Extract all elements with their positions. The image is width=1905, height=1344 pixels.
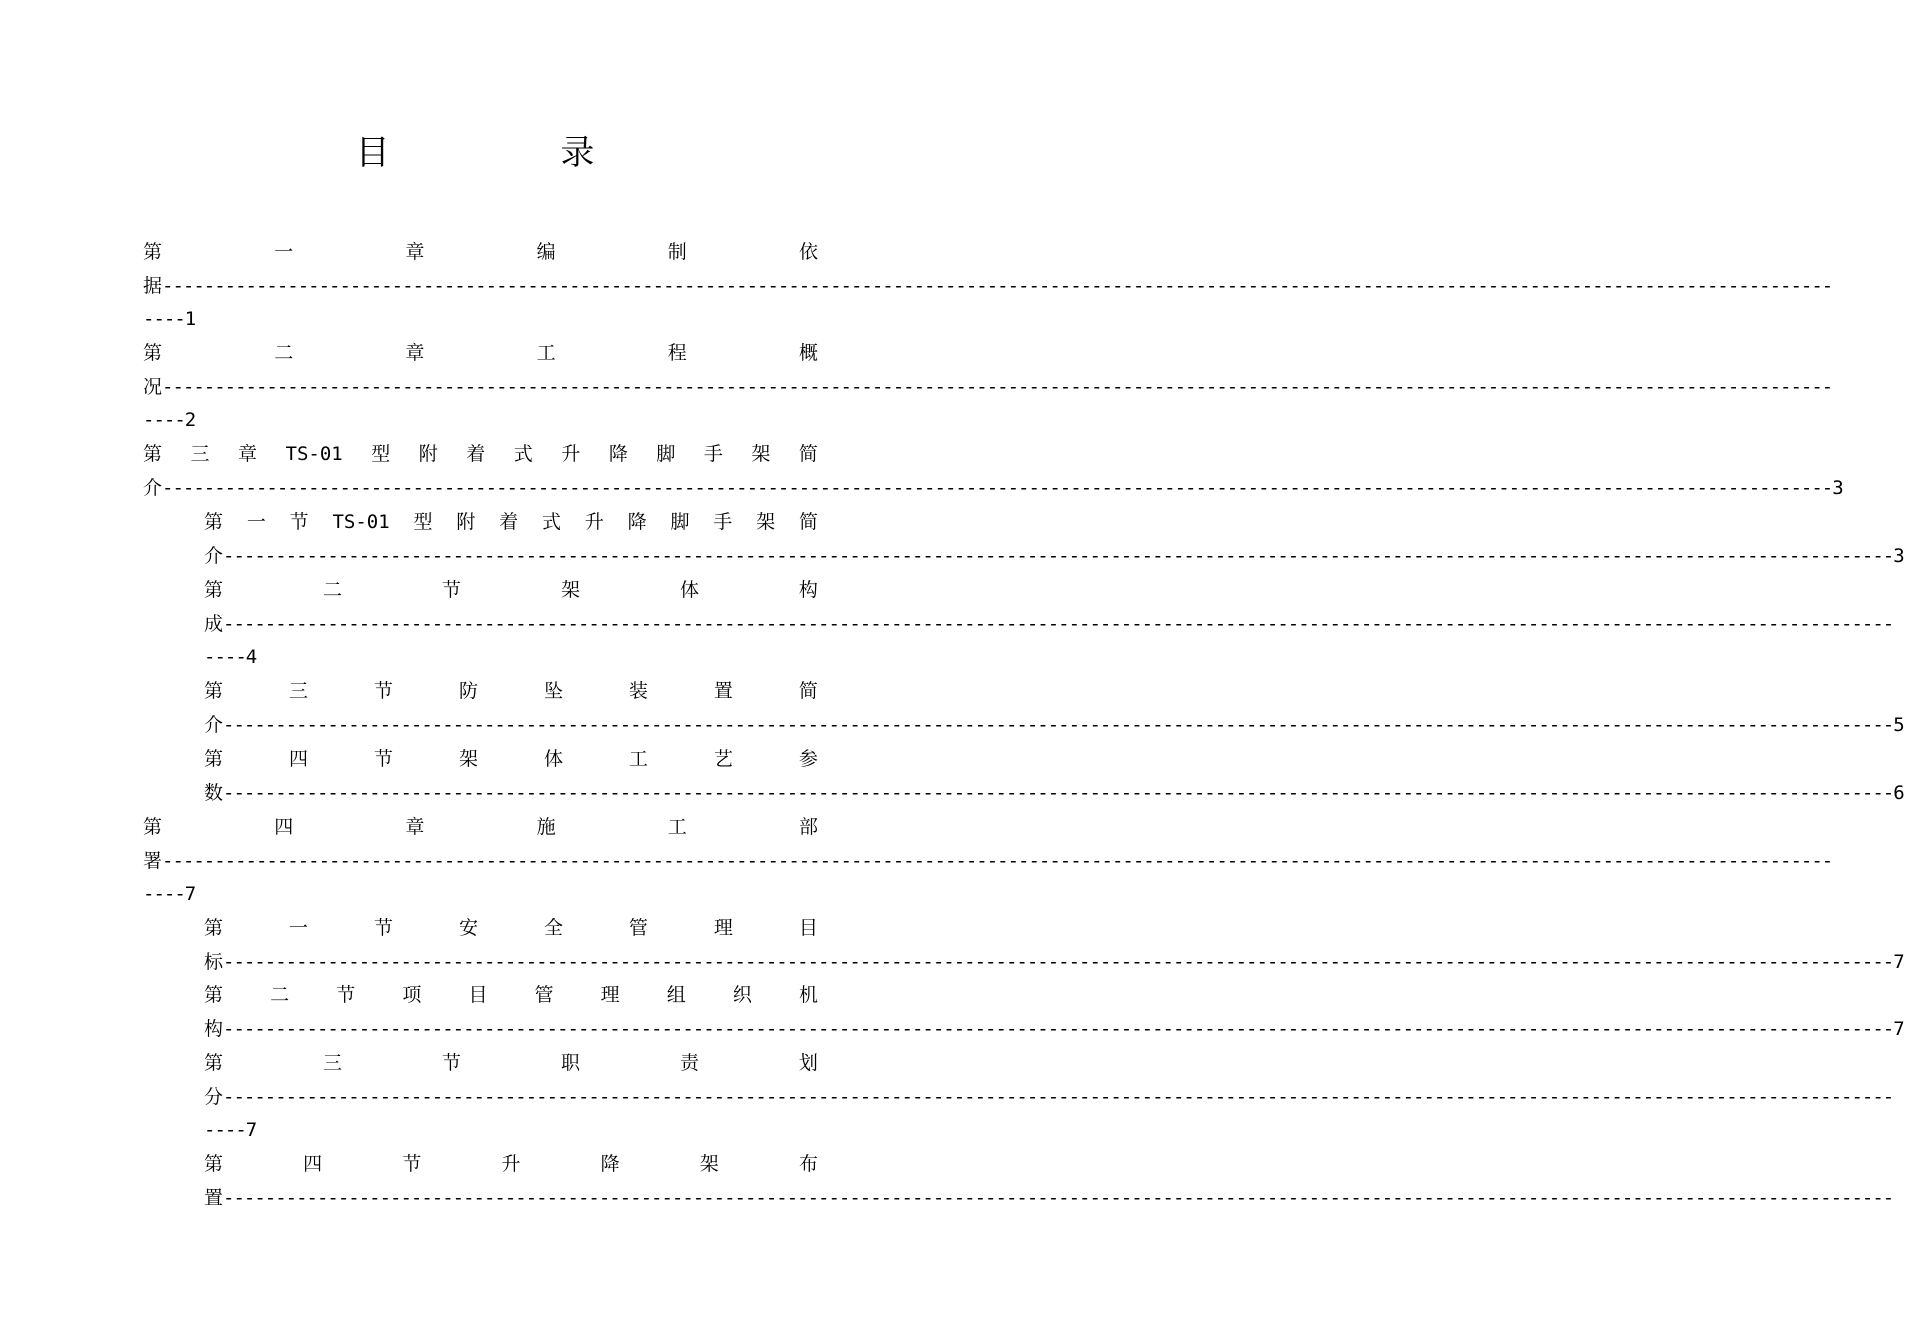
toc-entry-heading[interactable] [204,1046,818,1080]
toc-heading-token: 管 [534,984,554,1006]
dot-leader: ---------------------------------------------------------------------------------------------------------------------------------------------------------------- [223,714,1894,736]
toc-heading-last-char: 标 [204,951,224,973]
toc-heading-token: 章 [405,342,425,364]
page-title: 目 录 [355,133,675,173]
page-number-tail: ----7 [204,1119,257,1141]
toc-heading-last-char: 据 [143,275,163,297]
toc-heading-token: 目 [468,984,488,1006]
toc-heading-token: 脚 [656,443,676,465]
toc-heading-token: TS-01 [285,443,343,465]
toc-heading-token: 第 [204,1153,224,1175]
dot-leader: ---------------------------------------------------------------------------------------------------------------------------------------------------------------- [223,1086,1894,1108]
toc-entry-heading[interactable] [143,810,818,844]
toc-heading-token: 一 [274,241,294,263]
toc-heading-token: 依 [798,241,818,263]
page-number: 5 [1893,714,1905,736]
toc-heading-token: 全 [543,917,563,939]
toc-entry-leader [204,776,1905,810]
toc-heading-token: 理 [600,984,620,1006]
toc-heading-token: 三 [190,443,210,465]
dot-leader: ---------------------------------------------------------------------------------------------------------------------------------------------------------------- [223,1187,1894,1209]
toc-entry-leader [204,1012,1905,1046]
toc-heading-token: 降 [608,443,628,465]
toc-heading-token: 四 [303,1153,323,1175]
page-number-tail: ----1 [143,308,196,330]
toc-heading-token: 制 [667,241,687,263]
toc-heading-token: 概 [798,342,818,364]
toc-entry-heading[interactable] [204,978,818,1012]
toc-heading-token: 升 [584,511,604,533]
toc-heading-token: 架 [560,579,580,601]
page-number-tail: ----2 [143,409,196,431]
toc-entry-leader [143,844,1833,878]
toc-heading-token: 责 [679,1052,699,1074]
toc-heading-token: 第 [204,511,224,533]
dot-leader: ---------------------------------------------------------------------------------------------------------------------------------------------------------------- [223,1018,1894,1040]
toc-heading-token: 节 [289,511,309,533]
toc-entry-heading[interactable] [143,336,818,370]
page-number: 3 [1893,545,1905,567]
toc-heading-token: 节 [373,680,393,702]
toc-heading-token: 程 [667,342,687,364]
toc-heading-token: 附 [456,511,476,533]
toc-heading-token: 式 [513,443,533,465]
toc-heading-token: 艺 [713,748,733,770]
toc-heading-token: 二 [274,342,294,364]
toc-heading-token: 节 [441,1052,461,1074]
toc-heading-token: 节 [336,984,356,1006]
toc-heading-token: 简 [798,443,818,465]
toc-heading-token: 施 [536,816,556,838]
toc-heading-token: 项 [402,984,422,1006]
toc-heading-token: 置 [713,680,733,702]
page-number: 6 [1893,782,1905,804]
toc-heading-token: 四 [288,748,308,770]
toc-heading-token: 一 [288,917,308,939]
toc-heading-token: 编 [536,241,556,263]
toc-entry-heading[interactable] [204,911,818,945]
page-number: 7 [1893,951,1905,973]
toc-heading-token: 架 [699,1153,719,1175]
toc-heading-token: 工 [628,748,648,770]
toc-entry-leader [143,370,1833,404]
dot-leader: ---------------------------------------------------------------------------------------------------------------------------------------------------------------- [162,850,1833,872]
toc-heading-token: TS-01 [332,511,390,533]
toc-heading-token: 第 [143,816,163,838]
toc-heading-token: 安 [458,917,478,939]
page-number: 7 [1893,1018,1905,1040]
toc-entry-leader [143,269,1833,303]
toc-heading-token: 手 [703,443,723,465]
toc-heading-token: 降 [600,1153,620,1175]
dot-leader: ---------------------------------------------------------------------------------------------------------------------------------------------------------------- [162,376,1833,398]
toc-heading-last-char: 署 [143,850,163,872]
toc-heading-token: 职 [560,1052,580,1074]
toc-heading-token: 第 [204,579,224,601]
toc-entry-heading[interactable] [204,1147,818,1181]
toc-heading-last-char: 介 [204,714,224,736]
toc-heading-token: 着 [466,443,486,465]
toc-entry-heading[interactable] [204,573,818,607]
dot-leader: ---------------------------------------------------------------------------------------------------------------------------------------------------------------- [223,545,1894,567]
dot-leader: ---------------------------------------------------------------------------------------------------------------------------------------------------------------- [223,782,1894,804]
toc-heading-token: 体 [679,579,699,601]
toc-heading-token: 二 [270,984,290,1006]
toc-entry-leader [204,708,1905,742]
toc-heading-last-char: 置 [204,1187,224,1209]
toc-heading-token: 理 [713,917,733,939]
toc-heading-token: 三 [288,680,308,702]
toc-heading-token: 升 [501,1153,521,1175]
toc-heading-token: 构 [798,579,818,601]
page-number-tail: ----4 [204,646,257,668]
toc-heading-token: 手 [713,511,733,533]
toc-heading-token: 架 [756,511,776,533]
toc-heading-token: 体 [543,748,563,770]
toc-heading-token: 第 [204,984,224,1006]
toc-heading-token: 部 [798,816,818,838]
toc-heading-token: 一 [246,511,266,533]
toc-entry-leader [204,607,1894,641]
toc-heading-token: 章 [405,241,425,263]
toc-heading-token: 目 [798,917,818,939]
toc-heading-token: 第 [143,241,163,263]
toc-heading-token: 第 [204,680,224,702]
toc-heading-last-char: 介 [204,545,224,567]
dot-leader: ---------------------------------------------------------------------------------------------------------------------------------------------------------------- [223,613,1894,635]
toc-heading-token: 机 [798,984,818,1006]
toc-heading-token: 四 [274,816,294,838]
toc-entry-leader [204,945,1905,979]
toc-heading-token: 降 [627,511,647,533]
toc-heading-token: 节 [402,1153,422,1175]
toc-entry-leader [204,1080,1894,1114]
toc-heading-token: 着 [499,511,519,533]
toc-heading-token: 坠 [543,680,563,702]
dot-leader: ---------------------------------------------------------------------------------------------------------------------------------------------------------------- [162,275,1833,297]
toc-heading-token: 简 [798,511,818,533]
toc-heading-token: 第 [143,342,163,364]
toc-entry-heading[interactable] [204,742,818,776]
toc-heading-token: 防 [458,680,478,702]
toc-heading-token: 型 [371,443,391,465]
toc-heading-last-char: 构 [204,1018,224,1040]
toc-heading-token: 升 [561,443,581,465]
toc-heading-token: 工 [667,816,687,838]
toc-entry-heading[interactable] [143,437,818,471]
toc-heading-token: 装 [628,680,648,702]
toc-entry-heading[interactable] [204,505,818,539]
toc-heading-token: 工 [536,342,556,364]
dot-leader: ---------------------------------------------------------------------------------------------------------------------------------------------------------------- [223,951,1894,973]
page-number: 3 [1832,477,1844,499]
page-number-tail: ----7 [143,883,196,905]
toc-heading-last-char: 成 [204,613,224,635]
toc-heading-token: 脚 [670,511,690,533]
toc-heading-token: 第 [204,917,224,939]
dot-leader: ---------------------------------------------------------------------------------------------------------------------------------------------------------------- [162,477,1833,499]
toc-entry-heading[interactable] [143,235,818,269]
toc-heading-token: 二 [322,579,342,601]
toc-heading-token: 划 [798,1052,818,1074]
toc-heading-token: 架 [751,443,771,465]
toc-heading-token: 章 [405,816,425,838]
toc-heading-last-char: 况 [143,376,163,398]
toc-heading-token: 型 [413,511,433,533]
toc-heading-token: 附 [418,443,438,465]
toc-heading-token: 架 [458,748,478,770]
toc-heading-token: 织 [732,984,752,1006]
toc-heading-last-char: 数 [204,782,224,804]
toc-heading-token: 节 [441,579,461,601]
toc-heading-token: 参 [798,748,818,770]
toc-heading-token: 第 [204,1052,224,1074]
toc-entry-leader [204,1181,1894,1215]
toc-heading-token: 第 [204,748,224,770]
toc-heading-token: 布 [798,1153,818,1175]
toc-entry-leader [204,539,1905,573]
toc-heading-token: 组 [666,984,686,1006]
toc-entry-heading[interactable] [204,674,818,708]
toc-entry-leader [143,471,1844,505]
toc-heading-last-char: 分 [204,1086,224,1108]
toc-heading-token: 管 [628,917,648,939]
toc-heading-token: 式 [541,511,561,533]
toc-heading-token: 简 [798,680,818,702]
toc-heading-token: 节 [373,917,393,939]
toc-heading-token: 三 [322,1052,342,1074]
toc-heading-token: 节 [373,748,393,770]
toc-heading-last-char: 介 [143,477,163,499]
toc-heading-token: 第 [143,443,163,465]
toc-heading-token: 章 [238,443,258,465]
